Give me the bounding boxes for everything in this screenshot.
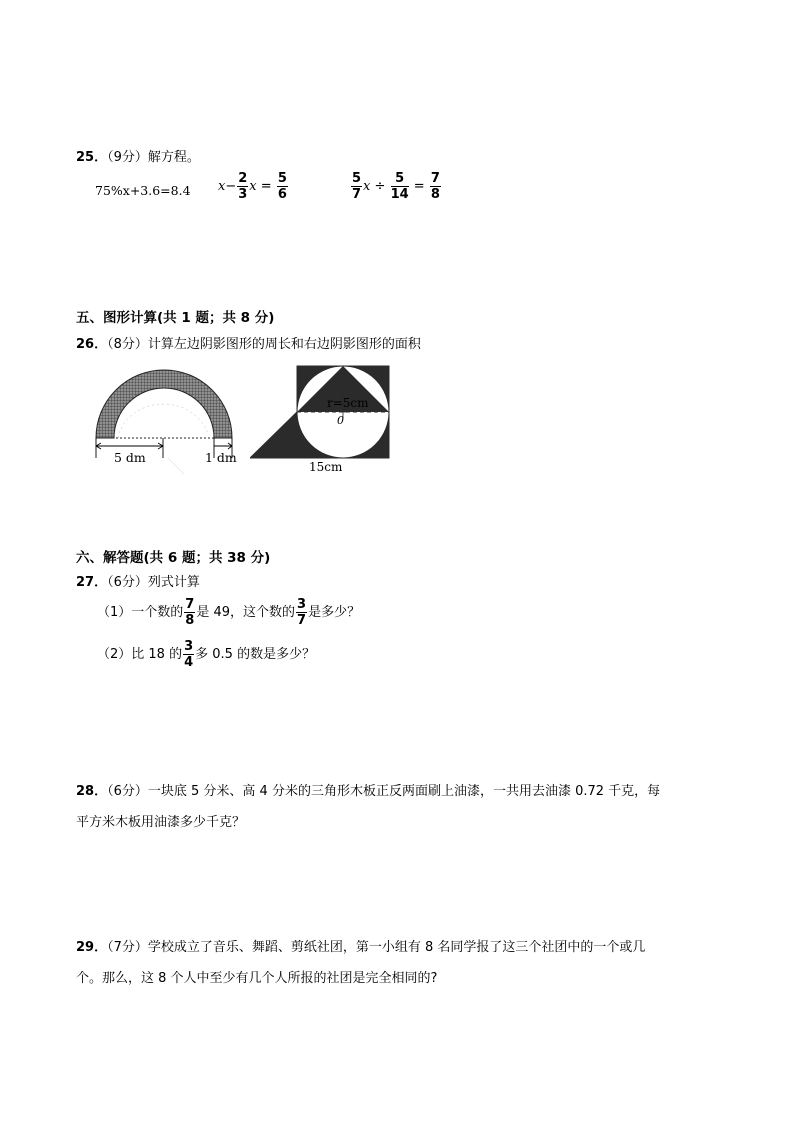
section-5-title: 五、图形计算(共 1 题；共 8 分) [76, 310, 275, 326]
question-score: （7分） [107, 940, 148, 955]
question-29-line-1 [76, 936, 645, 955]
part-text: 多 0.5 的数是多少？ [195, 647, 316, 662]
label-center-o: 0 [337, 414, 344, 427]
part-text: （1）一个数的 [97, 605, 184, 620]
numerator: 7 [430, 171, 440, 186]
denominator: 3 [238, 187, 248, 202]
denominator: 4 [184, 655, 194, 670]
denominator: 14 [390, 187, 409, 202]
numerator: 7 [185, 597, 195, 612]
section-6-title: 六、解答题(共 6 题；共 38 分) [76, 550, 271, 566]
label-radius: r=5cm [327, 396, 369, 410]
denominator: 7 [297, 613, 307, 628]
question-text: 解方程。 [147, 150, 200, 165]
equals-sign: = [409, 179, 429, 194]
denominator: 6 [277, 187, 287, 202]
question-29-line-2: 个。那么，这 8 个人中至少有几个人所报的社团是完全相同的? [76, 971, 438, 986]
question-text: 列式计算 [147, 575, 200, 590]
divide-sign: ÷ [370, 179, 390, 194]
question-26-header [76, 333, 421, 352]
part-text: 是多少？ [308, 605, 361, 620]
question-score: （9分） [107, 150, 148, 165]
numerator: 3 [297, 597, 307, 612]
minus-sign: − [225, 179, 237, 194]
variable-x: x [249, 179, 257, 194]
fraction [277, 172, 288, 201]
fraction [430, 172, 441, 201]
question-score: （8分） [107, 337, 148, 352]
numerator: 3 [184, 639, 194, 654]
denominator: 8 [185, 613, 195, 628]
equation-1: 75%x+3.6=8.4 [95, 183, 191, 198]
fraction [184, 598, 195, 627]
question-score: （6分） [107, 784, 148, 799]
question-25-header [76, 146, 200, 165]
numerator: 5 [277, 171, 287, 186]
shaded-half-ring [96, 370, 232, 438]
question-27-part-1 [97, 598, 360, 627]
denominator: 8 [430, 187, 440, 202]
question-number: 26． [76, 337, 108, 352]
question-28-line-2: 平方米木板用油漆多少千克？ [76, 815, 246, 830]
question-number: 28． [76, 784, 108, 799]
question-number: 25． [76, 150, 108, 165]
question-score: （6分） [107, 575, 148, 590]
variable-x: x [218, 179, 226, 194]
variable-x: x [363, 179, 371, 194]
equation-3 [350, 172, 442, 201]
fraction [391, 172, 409, 201]
fraction [351, 172, 362, 201]
part-text: 是 49，这个数的 [196, 605, 296, 620]
equals-sign: = [256, 179, 276, 194]
circle-triangle-figure [250, 362, 392, 462]
fraction [183, 640, 194, 669]
question-27-part-2 [97, 640, 315, 669]
question-27-header [76, 571, 200, 590]
fraction [296, 598, 307, 627]
label-15cm: 15cm [309, 460, 343, 474]
numerator: 5 [391, 172, 409, 187]
question-28-line-1 [76, 780, 660, 799]
shaded-triangle [250, 412, 297, 458]
question-number: 29． [76, 940, 108, 955]
numerator: 2 [238, 171, 248, 186]
equation-2 [218, 172, 289, 201]
label-5dm: 5 dm [114, 450, 146, 465]
question-text: 一块底 5 分米、高 4 分米的三角形木板正反两面刷上油漆，一共用去油漆 0.72 千克，每 [147, 784, 661, 799]
question-number: 27． [76, 575, 108, 590]
label-1dm: 1 dm [205, 450, 237, 465]
numerator: 5 [352, 171, 362, 186]
part-text: （2）比 18 的 [97, 647, 183, 662]
question-text: 学校成立了音乐、舞蹈、剪纸社团，第一小组有 8 名同学报了这三个社团中的一个或几 [147, 940, 646, 955]
fraction [237, 172, 248, 201]
question-text: 计算左边阴影图形的周长和右边阴影图形的面积 [147, 337, 421, 352]
denominator: 7 [352, 187, 362, 202]
